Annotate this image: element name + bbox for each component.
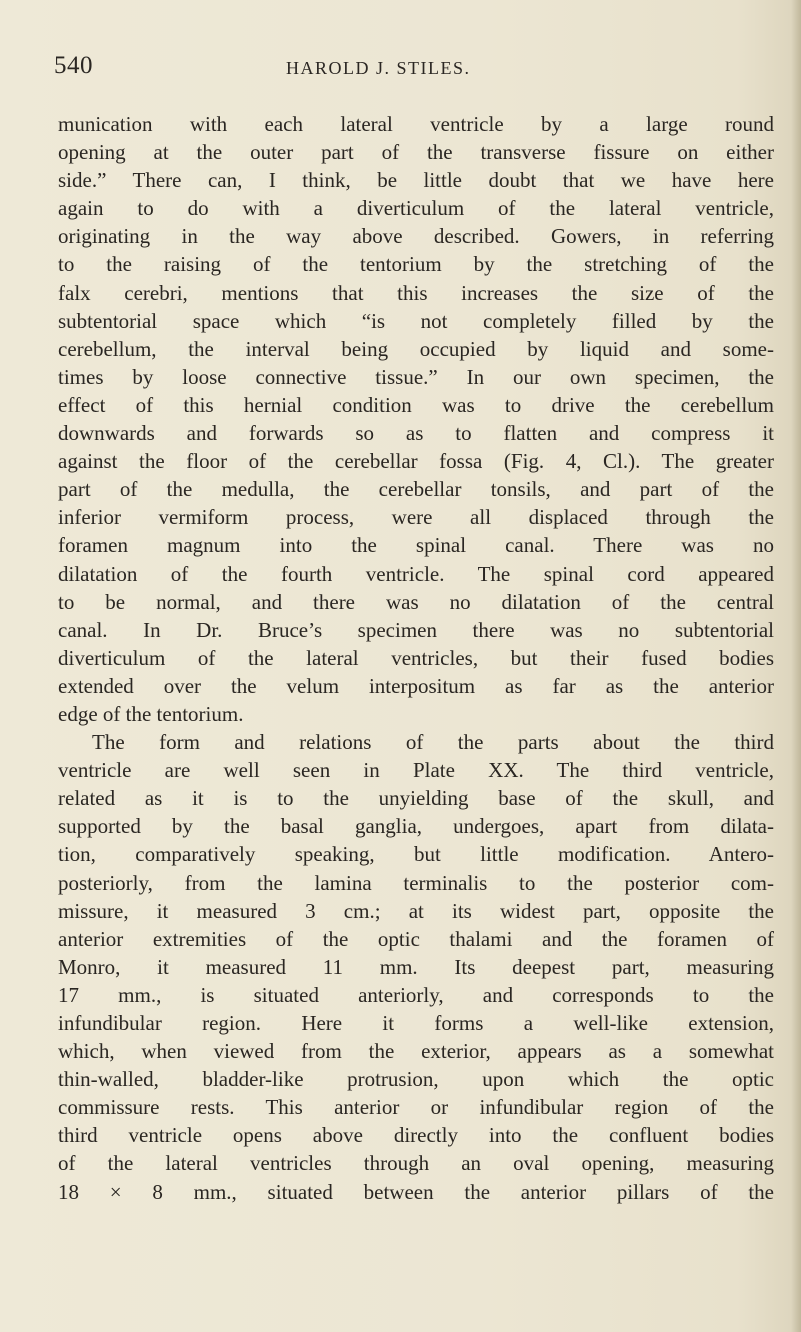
text-line: third ventricle opens above directly into the confluent bodies bbox=[58, 1123, 774, 1148]
text-line: originating in the way above described. Gowers, in referring bbox=[58, 224, 774, 249]
text-line: side.” There can, I think, be little doubt that we have here bbox=[58, 168, 774, 193]
text-line: cerebellum, the interval being occupied by liquid and some- bbox=[58, 336, 774, 361]
text-line: edge of the tentorium. bbox=[58, 701, 244, 726]
text-line: part of the medulla, the cerebellar tonsils, and part of the bbox=[58, 477, 774, 502]
text-line: extended over the velum interpositum as far as the anterior bbox=[58, 673, 774, 698]
text-line: against the floor of the cerebellar fossa (Fig. 4, Cl.). The greater bbox=[58, 449, 774, 474]
text-line: to the raising of the tentorium by the stretching of the bbox=[58, 252, 774, 277]
text-line: commissure rests. This anterior or infundibular region of the bbox=[58, 1095, 774, 1120]
text-line: canal. In Dr. Bruce’s specimen there was no subtentorial bbox=[58, 617, 774, 642]
text-line: posteriorly, from the lamina terminalis to the posterior com- bbox=[58, 870, 774, 895]
text-line: again to do with a diverticulum of the lateral ventricle, bbox=[58, 196, 774, 221]
text-line: The form and relations of the parts about the third bbox=[92, 730, 774, 755]
text-line: 17 mm., is situated anteriorly, and corresponds to the bbox=[58, 982, 774, 1007]
text-line: falx cerebri, mentions that this increases the size of the bbox=[58, 280, 774, 305]
text-line: dilatation of the fourth ventricle. The spinal cord appeared bbox=[58, 561, 774, 586]
page-header bbox=[54, 52, 754, 88]
text-line: Monro, it measured 11 mm. Its deepest part, measuring bbox=[58, 954, 774, 979]
text-line: thin-walled, bladder-like protrusion, upon which the optic bbox=[58, 1067, 774, 1092]
running-head: HAROLD J. STILES. bbox=[286, 58, 471, 78]
text-line: related as it is to the unyielding base of the skull, and bbox=[58, 786, 774, 811]
text-line: tion, comparatively speaking, but little modification. Antero- bbox=[58, 842, 774, 867]
text-line: ventricle are well seen in Plate XX. The third ventricle, bbox=[58, 758, 774, 783]
text-line: diverticulum of the lateral ventricles, but their fused bodies bbox=[58, 645, 774, 670]
text-line: infundibular region. Here it forms a well-like extension, bbox=[58, 1011, 774, 1035]
page-number: 540 bbox=[54, 52, 93, 79]
body-text bbox=[58, 110, 774, 1206]
text-line: supported by the basal ganglia, undergoes, apart from dilata- bbox=[58, 814, 774, 839]
page-edge-shadow bbox=[791, 0, 801, 1332]
text-line: munication with each lateral ventricle by a large round bbox=[58, 112, 774, 136]
text-line: effect of this hernial condition was to drive the cerebellum bbox=[58, 392, 774, 417]
text-line: to be normal, and there was no dilatation of the central bbox=[58, 589, 774, 614]
text-line: missure, it measured 3 cm.; at its widest part, opposite the bbox=[58, 898, 774, 923]
text-line: downwards and forwards so as to flatten and compress it bbox=[58, 421, 774, 446]
text-line: foramen magnum into the spinal canal. There was no bbox=[58, 533, 774, 558]
text-line: times by loose connective tissue.” In our own specimen, the bbox=[58, 364, 774, 389]
text-line: which, when viewed from the exterior, appears as a somewhat bbox=[58, 1039, 774, 1064]
text-line: of the lateral ventricles through an oval opening, measuring bbox=[58, 1151, 774, 1176]
text-line: inferior vermiform process, were all displaced through the bbox=[58, 505, 774, 530]
text-line: opening at the outer part of the transverse fissure on either bbox=[58, 140, 774, 165]
text-line: 18 × 8 mm., situated between the anterior pillars of the bbox=[58, 1179, 774, 1204]
text-line: anterior extremities of the optic thalami and the foramen of bbox=[58, 926, 774, 951]
text-line: subtentorial space which “is not completely filled by the bbox=[58, 308, 774, 333]
